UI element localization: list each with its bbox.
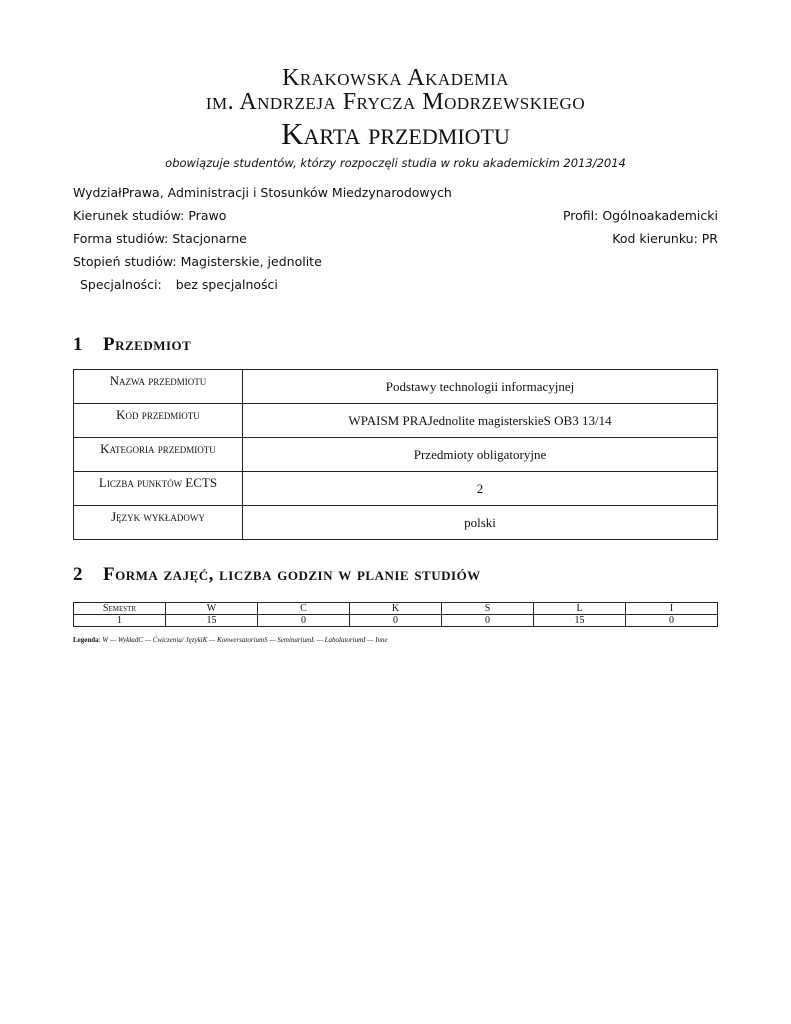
header-cell-l: L xyxy=(534,603,626,615)
subject-code-value: WPAISM PRAJednolite magisterskieS OB3 13/14 xyxy=(243,404,718,438)
specialization-label: Specjalności: xyxy=(80,277,162,292)
legend-text: W — WykładC — Ćwiczenia/ JęzykiK — KonwersatoriumS — SeminariumL — LabolatoriumI — Inne xyxy=(102,636,388,644)
header-cell-s: S xyxy=(442,603,534,615)
document-subtitle: obowiązuje studentów, którzy rozpoczęli studia w roku akademickim 2013/2014 xyxy=(165,156,626,170)
table-row xyxy=(74,506,718,540)
cell-l: 15 xyxy=(534,615,626,627)
section-number: 2 xyxy=(73,564,83,585)
field-code-text: Kod kierunku: PR xyxy=(612,231,718,246)
subject-name-label: Nazwa przedmiotu xyxy=(74,370,243,404)
header-cell-semester: Semestr xyxy=(74,603,166,615)
document-page xyxy=(73,66,718,644)
university-name-line1: Krakowska Akademia xyxy=(282,65,509,91)
field-of-study-text: Kierunek studiów: Prawo xyxy=(73,208,227,223)
section-title: Forma zajęć, liczba godzin w planie studiów xyxy=(103,564,481,585)
info-row-field xyxy=(73,206,718,229)
cell-s: 0 xyxy=(442,615,534,627)
document-header xyxy=(73,66,718,170)
header-cell-c: C xyxy=(258,603,350,615)
section-heading-class-hours xyxy=(73,564,718,586)
table-row xyxy=(74,370,718,404)
table-header-row xyxy=(74,603,718,615)
university-name-line2: im. Andrzeja Frycza Modrzewskiego xyxy=(205,89,586,115)
table-row xyxy=(74,615,718,627)
document-title: Karta przedmiotu xyxy=(281,116,510,151)
header-cell-i: I xyxy=(626,603,718,615)
subject-code-label: Kod przedmiotu xyxy=(74,404,243,438)
header-cell-k: K xyxy=(350,603,442,615)
info-row-degree xyxy=(73,252,718,275)
section-heading-subject xyxy=(73,334,718,356)
section-title: Przedmiot xyxy=(103,334,192,355)
section-number: 1 xyxy=(73,334,83,355)
faculty-text: WydziałPrawa, Administracji i Stosunków Miedzynarodowych xyxy=(73,185,452,200)
class-hours-table xyxy=(73,602,718,627)
table-row xyxy=(74,472,718,506)
legend: Legenda: W — WykładC — Ćwiczenia/ JęzykiK — KonwersatoriumS — SeminariumL — LabolatoriumI — Inne xyxy=(73,636,388,644)
language-label: Język wykładowy xyxy=(74,506,243,540)
header-cell-w: W xyxy=(166,603,258,615)
cell-c: 0 xyxy=(258,615,350,627)
table-row xyxy=(74,438,718,472)
specialization-value: bez specjalności xyxy=(175,277,278,292)
subject-category-label: Kategoria przedmiotu xyxy=(74,438,243,472)
program-info xyxy=(73,183,718,298)
ects-points-value: 2 xyxy=(243,472,718,506)
info-row-form xyxy=(73,229,718,252)
cell-w: 15 xyxy=(166,615,258,627)
subject-name-value: Podstawy technologii informacyjnej xyxy=(243,370,718,404)
study-form-text: Forma studiów: Stacjonarne xyxy=(73,231,247,246)
language-value: polski xyxy=(243,506,718,540)
degree-text: Stopień studiów: Magisterskie, jednolite xyxy=(73,254,322,269)
info-row-specialization xyxy=(73,275,718,298)
table-row xyxy=(74,404,718,438)
profile-text: Profil: Ogólnoakademicki xyxy=(562,208,718,223)
cell-i: 0 xyxy=(626,615,718,627)
info-row-faculty xyxy=(73,183,718,206)
cell-semester: 1 xyxy=(74,615,166,627)
cell-k: 0 xyxy=(350,615,442,627)
ects-points-label: Liczba punktów ECTS xyxy=(74,472,243,506)
legend-label: Legenda xyxy=(73,636,99,644)
subject-table xyxy=(73,369,718,540)
subject-category-value: Przedmioty obligatoryjne xyxy=(243,438,718,472)
